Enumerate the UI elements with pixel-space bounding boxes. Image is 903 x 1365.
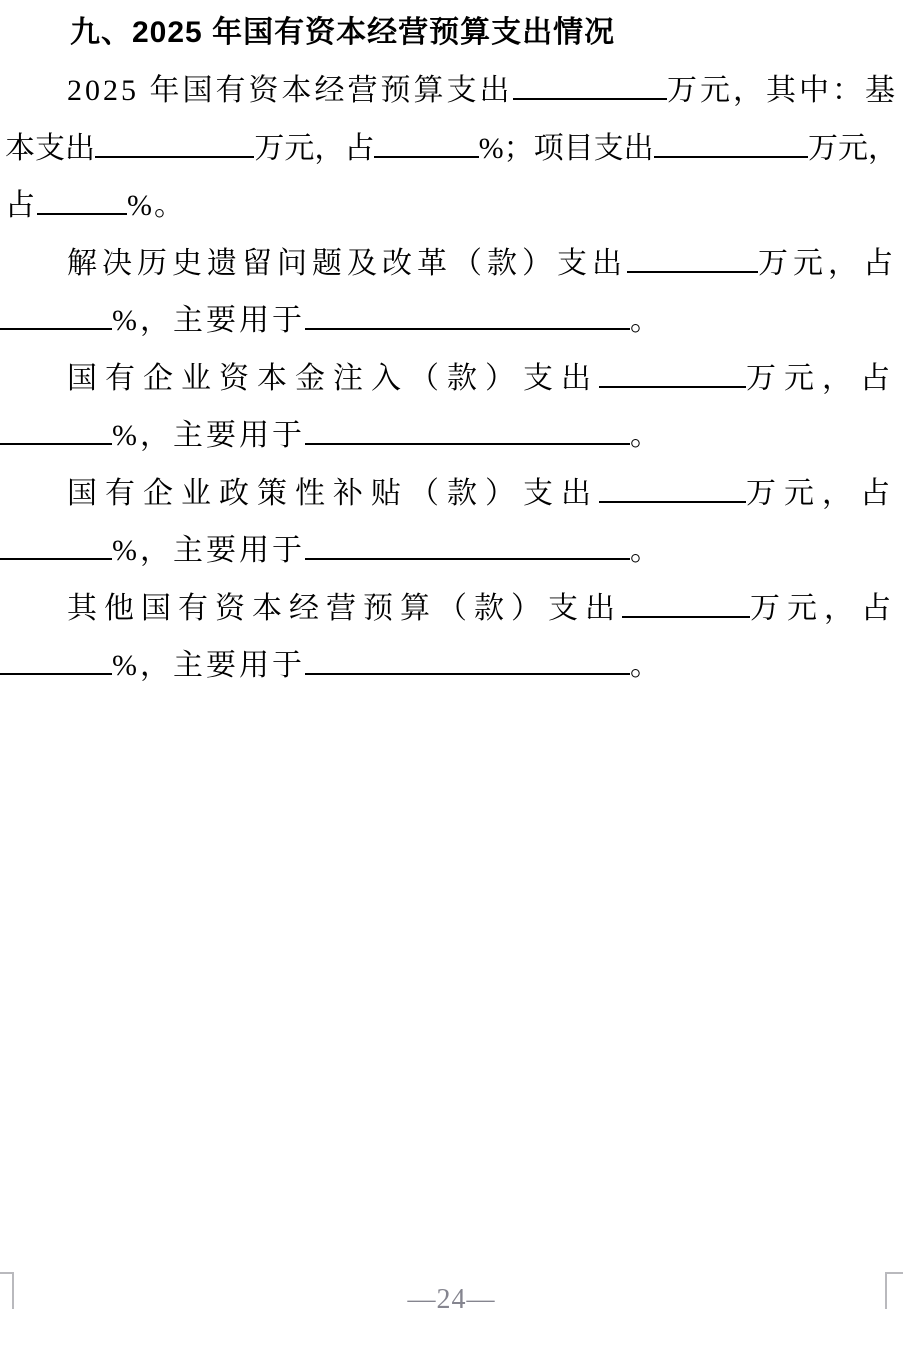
text-segment: 。: [630, 304, 663, 337]
text-segment: 万元，占: [750, 591, 898, 625]
blank-field: [0, 425, 112, 445]
text-line: [5, 637, 898, 695]
text-segment: %，主要用于: [112, 304, 305, 337]
text-segment: 2025 年国有资本经营预算支出: [67, 74, 513, 107]
text-line: [5, 465, 898, 523]
text-segment: 国有企业资本金注入（款）支出: [67, 361, 599, 395]
paragraph: [5, 465, 898, 580]
text-line: [5, 522, 898, 580]
paragraph: [5, 350, 898, 465]
paragraph: [5, 235, 898, 350]
text-segment: 。: [630, 419, 663, 452]
blank-field: [305, 540, 630, 560]
text-segment: 万元，占: [746, 361, 898, 395]
paragraph: [5, 62, 898, 235]
section-heading: 九、2025 年国有资本经营预算支出情况: [70, 16, 616, 49]
blank-field: [513, 80, 668, 100]
heading-line: [5, 4, 898, 62]
text-segment: %，主要用于: [112, 649, 305, 682]
text-line: [5, 350, 898, 408]
first-line-indent: [5, 4, 70, 62]
blank-field: [622, 598, 750, 618]
blank-field: [374, 138, 478, 158]
text-line: [5, 177, 898, 235]
crop-mark-right: [885, 1272, 903, 1309]
text-segment: 占: [5, 189, 37, 222]
blank-field: [599, 483, 746, 503]
blank-field: [305, 655, 630, 675]
blank-field: [305, 425, 630, 445]
blank-field: [95, 138, 254, 158]
blank-field: [0, 540, 112, 560]
text-segment: %，主要用于: [112, 419, 305, 452]
document-body: [5, 62, 898, 695]
text-line: [5, 235, 898, 293]
text-segment: 。: [630, 649, 663, 682]
blank-field: [0, 655, 112, 675]
text-line: [5, 580, 898, 638]
blank-field: [37, 195, 127, 215]
crop-mark-left: [0, 1272, 14, 1309]
text-line: [5, 292, 898, 350]
text-segment: 国有企业政策性补贴（款）支出: [67, 476, 599, 510]
page-number: —24—: [407, 1284, 496, 1315]
blank-field: [305, 310, 630, 330]
blank-field: [0, 310, 112, 330]
text-segment: %。: [127, 189, 186, 222]
text-segment: 万元，: [807, 131, 898, 165]
text-segment: %；项目支出: [478, 131, 654, 165]
text-segment: %，主要用于: [112, 534, 305, 567]
text-segment: 万元，占: [746, 476, 898, 510]
blank-field: [599, 368, 746, 388]
text-segment: 万元，其中：基: [667, 74, 898, 107]
text-segment: 万元，占: [254, 131, 375, 165]
text-segment: 本支出: [5, 131, 95, 165]
text-line: [5, 62, 898, 120]
blank-field: [654, 138, 808, 158]
text-segment: 。: [630, 534, 663, 567]
text-segment: 解决历史遗留问题及改革（款）支出: [67, 246, 627, 280]
paragraph: [5, 580, 898, 695]
blank-field: [627, 253, 758, 273]
text-line: [5, 407, 898, 465]
text-segment: 万元，占: [758, 246, 898, 280]
text-segment: 其他国有资本经营预算（款）支出: [67, 591, 622, 625]
text-line: [5, 120, 898, 178]
